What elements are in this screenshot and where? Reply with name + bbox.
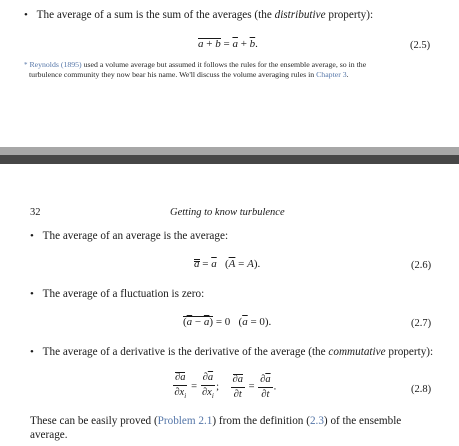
equation-number: (2.7) xyxy=(411,318,432,329)
equation-number: (2.8) xyxy=(411,384,432,395)
footnote-mark: * xyxy=(24,61,28,69)
equation-2-6: $a = \overline{a}$ $(\overline{A} = A)$. xyxy=(194,258,261,270)
closing-text: These can be easily proved ( xyxy=(30,415,158,427)
emphasis-commutative: commutative xyxy=(328,346,386,358)
chapter-link[interactable]: Chapter 3 xyxy=(316,70,347,79)
definition-link[interactable]: 2.3 xyxy=(309,415,324,427)
footnote-end: . xyxy=(346,70,349,79)
bullet-distributive xyxy=(24,8,373,22)
bullet-average-of-derivative xyxy=(30,345,433,359)
footnote-citation-link[interactable]: Reynolds (1895) xyxy=(29,60,82,69)
equation-2-8: $\frac{\partial a}{\partial x_i}$ = $\frac{\partial\overline{a}}{\partial x_i}$ ; $\frac{\partial a}{\partial t}$ = $\frac{\partial\overline{a}}{\partial t}$ . xyxy=(174,372,277,401)
emphasis-distributive: distributive xyxy=(274,9,326,21)
equation-number: (2.5) xyxy=(410,40,431,51)
bullet-text: The average of a sum is the sum of the averages (the xyxy=(36,9,275,21)
bullet-marker: • xyxy=(30,288,34,300)
bullet-marker: • xyxy=(30,230,34,242)
closing-text-mid: ) from the definition ( xyxy=(212,415,310,427)
bullet-text: The average of a derivative is the derivative of the average (the xyxy=(42,346,329,358)
bullet-average-of-fluctuation xyxy=(30,287,204,301)
page-break-band-light xyxy=(0,147,459,155)
bullet-tail: property): xyxy=(385,346,434,358)
bullet-tail: property): xyxy=(325,9,374,21)
closing-text-tail: ) of the ensemble xyxy=(323,415,402,427)
page-number: 32 xyxy=(30,207,41,218)
footnote-text: used a volume average but assumed it follows the rules for the ensemble average, so in the xyxy=(81,60,367,69)
page-break-band-dark xyxy=(0,155,459,164)
problem-link[interactable]: Problem 2.1 xyxy=(157,415,213,427)
running-title: Getting to know turbulence xyxy=(170,207,285,218)
bullet-marker: • xyxy=(24,9,28,21)
bullet-marker: • xyxy=(30,346,34,358)
bullet-text: The average of an average is the average: xyxy=(42,230,229,242)
bullet-average-of-average xyxy=(30,229,228,243)
closing-paragraph xyxy=(30,414,450,442)
equation-2-7: $(\overline{a} - \overline{a}) = 0$ $(\overline{a} = 0)$. xyxy=(183,316,272,328)
equation-number: (2.6) xyxy=(411,260,432,271)
equation-2-5: $a + b = \overline{a} + \overline{b}$. xyxy=(198,38,258,50)
footnote xyxy=(24,60,444,80)
bullet-text: The average of a fluctuation is zero: xyxy=(42,288,205,300)
closing-text-line2: average. xyxy=(30,429,68,441)
footnote-text-2: turbulence community they now bear his name. We'll discuss the volume averaging rules in xyxy=(29,70,317,79)
